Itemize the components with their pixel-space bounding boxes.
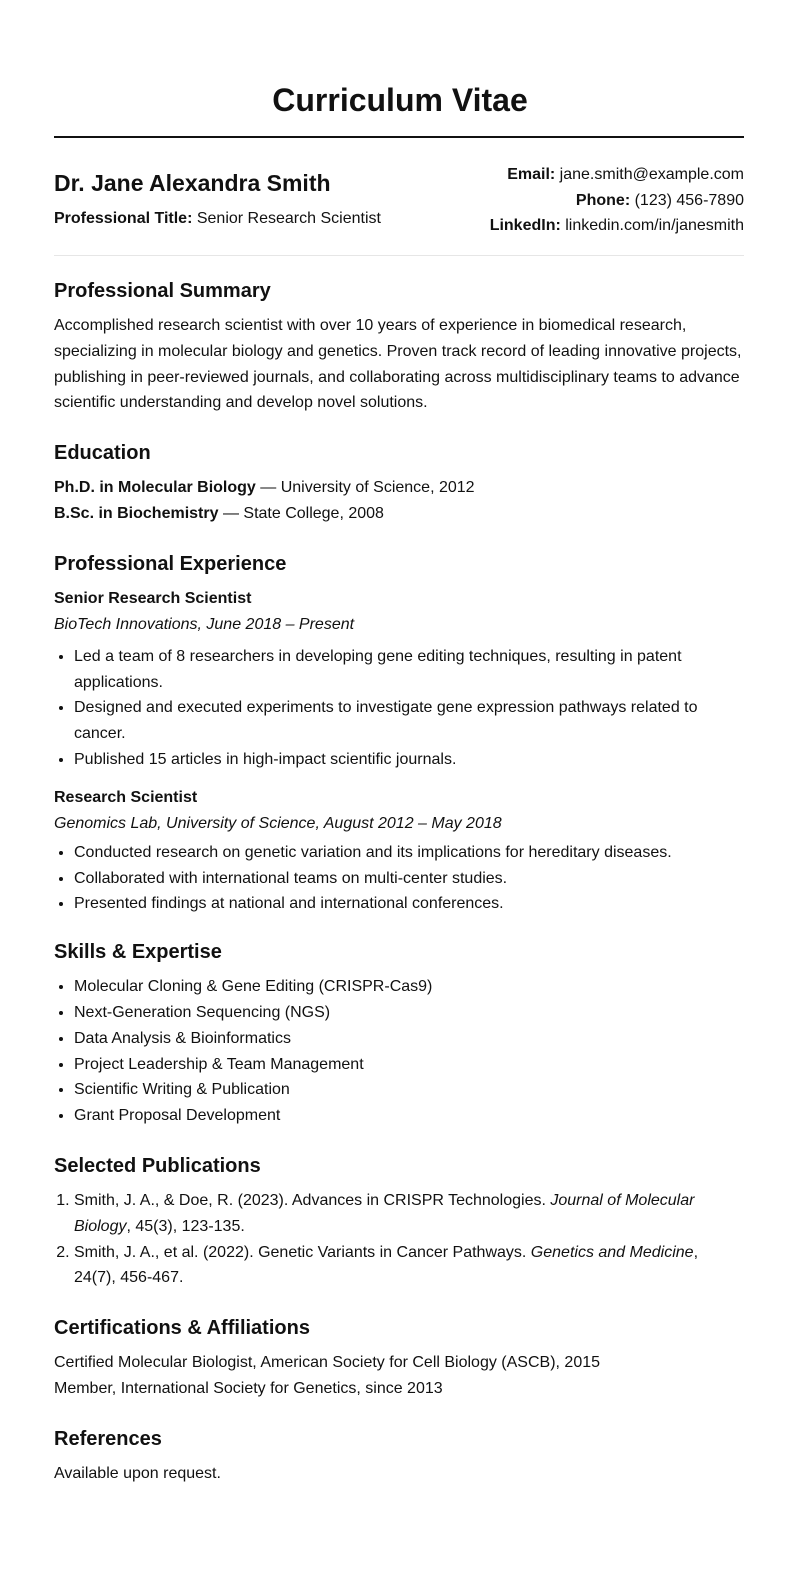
contact-linkedin	[490, 213, 744, 239]
skill-item: • Project Leadership & Team Management	[74, 1052, 744, 1078]
job-bullet: • Collaborated with international teams on multi-center studies.	[74, 866, 744, 892]
professional-title-value: Senior Research Scientist	[192, 210, 381, 227]
experience-section	[54, 549, 744, 917]
job-organization: Genomics Lab, University of Science, August 2012 – May 2018	[54, 814, 502, 832]
education-degree: Ph.D. in Molecular Biology	[54, 479, 256, 497]
job-bullet: • Led a team of 8 researchers in developing gene editing techniques, resulting in patent applications.	[74, 644, 744, 696]
education-heading: Education	[54, 442, 151, 465]
experience-heading: Professional Experience	[54, 552, 287, 575]
education-item	[54, 501, 744, 527]
publication-volume: , 24(7), 456-467.	[74, 1243, 699, 1287]
publications-list	[54, 1188, 744, 1291]
linkedin-label: LinkedIn:	[489, 217, 561, 234]
publication-item	[74, 1188, 744, 1240]
candidate-name: Dr. Jane Alexandra Smith	[54, 170, 331, 196]
skill-item: • Scientific Writing & Publication	[74, 1077, 744, 1103]
publication-citation: Smith, J. A., & Doe, R. (2023). Advances in CRISPR Technologies.	[74, 1191, 551, 1209]
job-bullets	[54, 840, 744, 917]
job-entry	[54, 785, 744, 917]
summary-section	[54, 276, 744, 416]
education-section	[54, 438, 744, 527]
phone-label: Phone:	[575, 191, 631, 209]
publications-heading: Selected Publications	[54, 1154, 261, 1177]
email-label: Email:	[507, 166, 556, 183]
skill-item: • Grant Proposal Development	[74, 1103, 744, 1129]
publication-journal: Genetics and Medicine	[530, 1243, 694, 1261]
header-divider	[54, 255, 744, 256]
professional-title-label: Professional Title:	[54, 210, 193, 227]
job-bullet: • Designed and executed experiments to investigate gene expression pathways related to cancer.	[74, 695, 744, 747]
certifications-heading: Certifications & Affiliations	[54, 1317, 310, 1340]
job-bullet: • Conducted research on genetic variation and its implications for hereditary diseases.	[74, 840, 744, 866]
education-detail: — University of Science, 2012	[255, 479, 475, 497]
skills-section	[54, 937, 744, 1129]
education-degree: B.Sc. in Biochemistry	[54, 504, 219, 522]
skill-item: • Molecular Cloning & Gene Editing (CRISPR-Cas9)	[74, 974, 744, 1000]
skill-item: • Next-Generation Sequencing (NGS)	[74, 1000, 744, 1026]
job-bullets	[54, 644, 744, 773]
job-title: Research Scientist	[54, 788, 198, 806]
contact-phone	[490, 188, 744, 214]
phone-value: (123) 456-7890	[630, 191, 744, 209]
title-divider	[54, 136, 744, 138]
skill-item: • Data Analysis & Bioinformatics	[74, 1026, 744, 1052]
publication-journal: Journal of Molecular Biology	[74, 1191, 695, 1235]
education-detail: — State College, 2008	[218, 504, 384, 522]
cv-content	[54, 276, 744, 1509]
job-title: Senior Research Scientist	[54, 589, 252, 607]
references-heading: References	[54, 1427, 162, 1450]
job-entry	[54, 586, 744, 773]
certification-item: Certified Molecular Biologist, American Society for Cell Biology (ASCB), 2015	[54, 1354, 601, 1372]
skills-list	[54, 974, 744, 1129]
contact-block	[490, 162, 744, 239]
professional-title	[54, 209, 381, 229]
education-item	[54, 475, 744, 501]
job-organization: BioTech Innovations, June 2018 – Present	[54, 615, 355, 633]
summary-text: Accomplished research scientist with over 10 years of experience in biomedical research, specializing in molecular biology and genetics. Proven track record of leading innovative projects, publishing in peer-reviewed journals, and collaborating across multidisciplinary teams to advance scientific understanding and develop novel solutions.	[54, 317, 742, 412]
document-title: Curriculum Vitae	[272, 82, 528, 118]
email-value: jane.smith@example.com	[555, 166, 744, 183]
references-text: Available upon request.	[54, 1464, 221, 1482]
publication-volume: , 45(3), 123-135.	[126, 1217, 245, 1235]
certification-item: Member, International Society for Genetics, since 2013	[54, 1379, 443, 1397]
certifications-section	[54, 1313, 744, 1402]
linkedin-value: linkedin.com/in/janesmith	[560, 217, 744, 234]
publications-section	[54, 1151, 744, 1291]
contact-email	[490, 162, 744, 188]
references-section	[54, 1424, 744, 1487]
job-bullet: • Presented findings at national and international conferences.	[74, 891, 744, 917]
publication-citation: Smith, J. A., et al. (2022). Genetic Variants in Cancer Pathways.	[74, 1243, 531, 1261]
publication-item	[74, 1240, 744, 1292]
job-bullet: • Published 15 articles in high-impact scientific journals.	[74, 747, 744, 773]
summary-heading: Professional Summary	[54, 280, 271, 302]
skills-heading: Skills & Expertise	[54, 941, 222, 964]
